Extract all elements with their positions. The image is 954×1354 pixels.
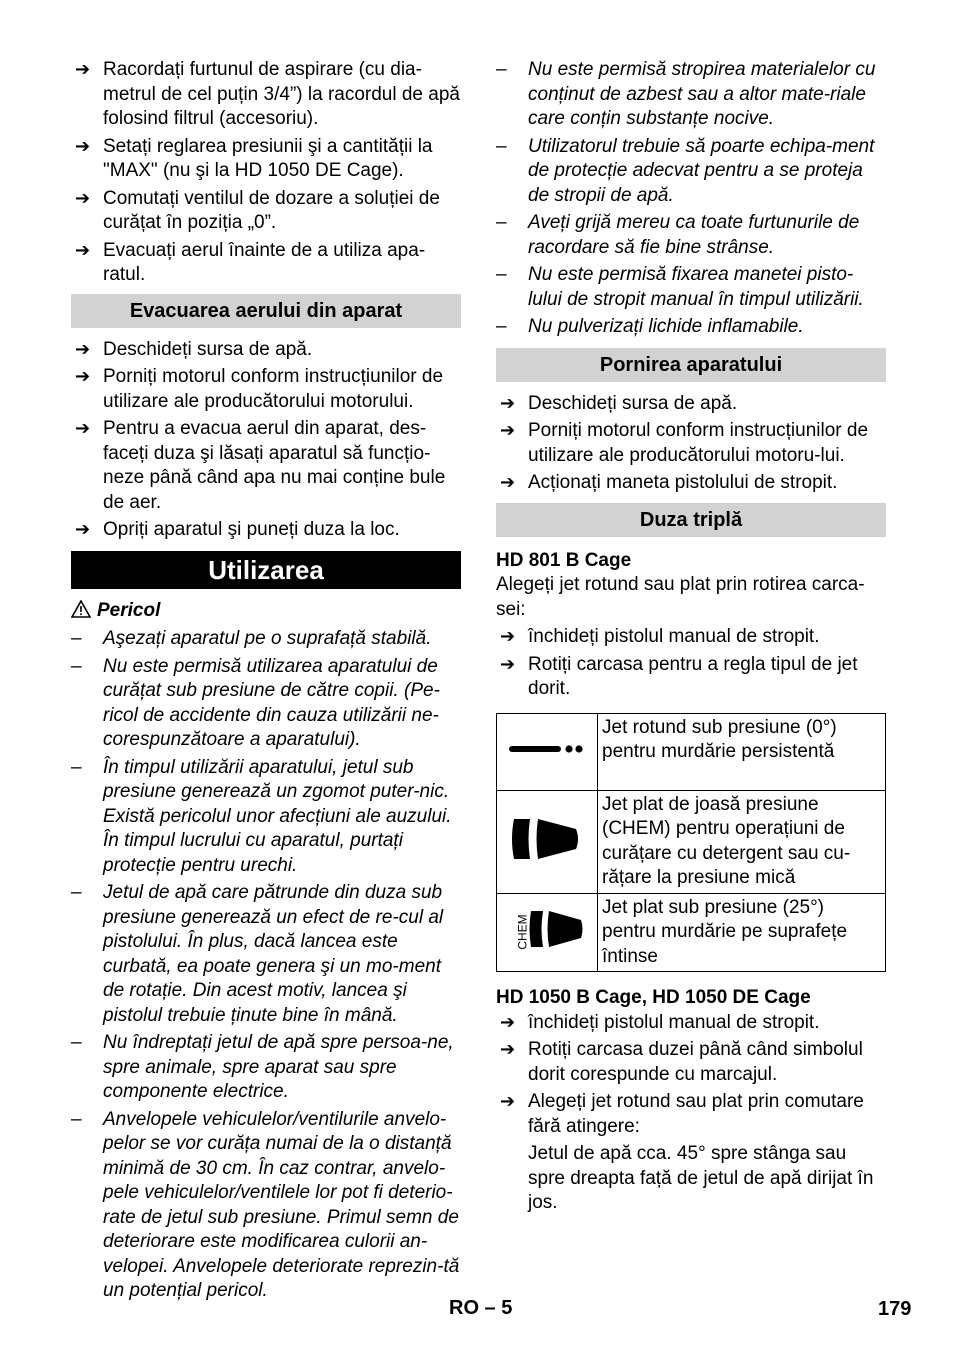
step-item: ➔ Deschideți sursa de apă. xyxy=(496,392,886,417)
danger-item: – Nu este permisă utilizarea aparatului de curățat sub presiune de către copii. (Pe-ricol de accidente din cauza utilizării ne-corespunzătoare a aparatului). xyxy=(71,655,461,753)
flat-low-pressure-jet-icon xyxy=(497,790,598,893)
danger-item: – În timpul utilizării aparatului, jetul sub presiune generează un zgomot puter-nic. Există pericolul unor afecțiuni ale auzului. În timpul lucrului cu aparatul, purtați protecție pentru urechi. xyxy=(71,756,461,879)
section-heading-start: Pornirea aparatului xyxy=(496,348,886,382)
step-item: ➔ Acționați maneta pistolului de stropit. xyxy=(496,471,886,496)
step-item: ➔ Pentru a evacua aerul din aparat, des-faceți duza şi lăsați aparatul să funcțio-neze până când apa nu mai conține bule de aer. xyxy=(71,417,461,515)
danger-item: – Nu este permisă stropirea materialelor cu conținut de azbest sau a altor mate-riale care conțin substanțe nocive. xyxy=(496,58,886,132)
jet-description: Jet rotund sub presiune (0°) pentru murdărie persistentă xyxy=(598,713,886,790)
step-item: ➔ Opriți aparatul şi puneți duza la loc. xyxy=(71,518,461,543)
chapter-title: Utilizarea xyxy=(71,551,461,589)
chem-label: CHEM xyxy=(515,914,530,950)
jet-description: Jet plat sub presiune (25°) pentru murdărie pe suprafețe întinse xyxy=(598,893,886,972)
flat-jet-icon xyxy=(497,893,598,972)
step-item: ➔ Alegeți jet rotund sau plat prin comutare fără atingere: xyxy=(496,1090,886,1139)
warning-triangle-icon xyxy=(71,600,91,618)
danger-item: – Utilizatorul trebuie să poarte echipa-ment de protecție adecvat pentru a se proteja de stropii de apă. xyxy=(496,135,886,209)
page-number: 179 xyxy=(878,1298,912,1320)
step-item: ➔ închideți pistolul manual de stropit. xyxy=(496,1011,886,1036)
section-heading-bleed: Evacuarea aerului din aparat xyxy=(71,294,461,328)
danger-heading xyxy=(71,599,461,624)
start-steps xyxy=(496,392,886,496)
danger-list xyxy=(71,627,461,1304)
right-column xyxy=(496,58,886,1216)
step-item: ➔ Evacuați aerul înainte de a utiliza apa-ratul. xyxy=(71,239,461,288)
danger-item: – Aşezați aparatul pe o suprafață stabilă. xyxy=(71,627,461,652)
danger-item: – Jetul de apă care pătrunde din duza sub presiune generează un efect de re-cul al pistolului. În plus, dacă lancea este curbată, ea poate genera şi un mo-ment de rotație. Din acest motiv, lancea şi pistolul trebuie ținute bine în mână. xyxy=(71,881,461,1028)
step-item: ➔ Deschideți sursa de apă. xyxy=(71,338,461,363)
hd801-intro: Alegeți jet rotund sau plat prin rotirea carca-sei: xyxy=(496,574,865,620)
hd801-steps xyxy=(496,625,886,702)
step-item: ➔ Rotiți carcasa pentru a regla tipul de jet dorit. xyxy=(496,653,886,702)
model-heading-hd801: HD 801 B Cage xyxy=(496,549,632,571)
danger-label: Pericol xyxy=(97,599,161,621)
step-item: ➔ Porniți motorul conform instrucțiunilor de utilizare ale producătorului motoru-lui. xyxy=(496,419,886,468)
danger-item: – Aveți grijă mereu ca toate furtunurile de racordare să fie bine strânse. xyxy=(496,211,886,260)
bleed-steps xyxy=(71,338,461,543)
intro-steps xyxy=(71,58,461,288)
step-item: ➔ Comutați ventilul de dozare a soluției de curățat în poziția „0”. xyxy=(71,187,461,236)
danger-item: – Anvelopele vehiculelor/ventilurile anvelo-pelor se vor curăța numai de la o distanță minimă de 30 cm. În caz contrar, anvelo-pele vehiculelor/ventilele lor pot fi deterio-rate de jetul sub presiune. Primul semn de deteriorare este modificarea culorii an-velopei. Anvelopele deteriorate reprezin-tă un potențial pericol. xyxy=(71,1108,461,1304)
table-row xyxy=(497,713,886,790)
step-item: ➔ Setați reglarea presiunii şi a cantității la "MAX" (nu şi la HD 1050 DE Cage). xyxy=(71,135,461,184)
danger-list-continued xyxy=(496,58,886,340)
step-item: ➔ Porniți motorul conform instrucțiunilor de utilizare ale producătorului motorului. xyxy=(71,365,461,414)
step-item: ➔ Racordați furtunul de aspirare (cu dia-metrul de cel puțin 3/4”) la racordul de apă folosind filtrul (accesoriu). xyxy=(71,58,461,132)
jet-description: Jet plat de joasă presiune (CHEM) pentru operațiuni de curățare cu detergent sau cu-rățare la presiune mică xyxy=(598,790,886,893)
hd1050-steps xyxy=(496,1011,886,1140)
step-item: ➔ închideți pistolul manual de stropit. xyxy=(496,625,886,650)
left-column xyxy=(71,58,461,1307)
model-heading-hd1050: HD 1050 B Cage, HD 1050 DE Cage xyxy=(496,987,811,1008)
hd1050-note: Jetul de apă cca. 45° spre stânga sau spre dreapta față de jetul de apă dirijat în jos. xyxy=(528,1143,874,1213)
table-row xyxy=(497,790,886,893)
table-row xyxy=(497,893,886,972)
section-heading-triple: Duza triplă xyxy=(496,503,886,537)
footer-section: RO – 5 xyxy=(449,1297,513,1319)
danger-item: – Nu este permisă fixarea manetei pisto-lului de stropit manual în timpul utilizării. xyxy=(496,263,886,312)
danger-item: – Nu îndreptați jetul de apă spre persoa-ne, spre animale, spre aparat sau spre componente electrice. xyxy=(71,1031,461,1105)
round-jet-icon xyxy=(497,713,598,790)
step-item: ➔ Rotiți carcasa duzei până când simbolul dorit corespunde cu marcajul. xyxy=(496,1038,886,1087)
jet-type-table xyxy=(496,713,886,973)
danger-item: – Nu pulverizați lichide inflamabile. xyxy=(496,315,886,340)
